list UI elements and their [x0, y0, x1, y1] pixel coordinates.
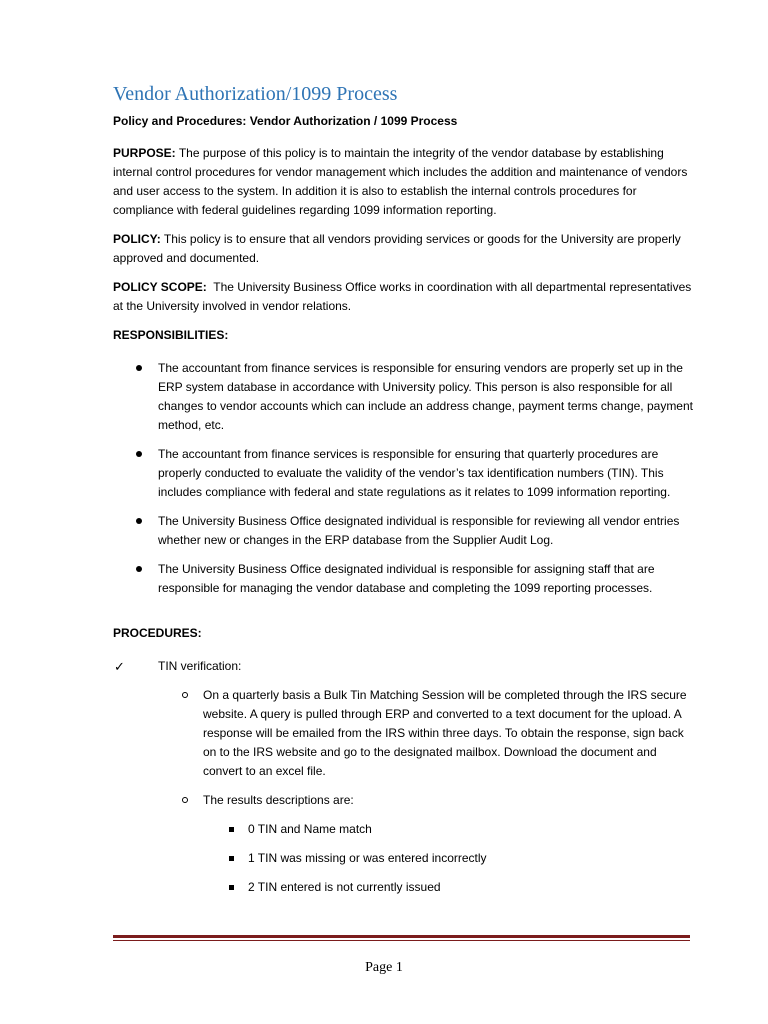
purpose-text: The purpose of this policy is to maintain the integrity of the vendor database by establishing internal control procedures for vendor management which includes the addition and maintenance of vendors and user access to the system. In addition it is also to establish the internal controls procedures for compliance with federal guidelines regarding 1099 information reporting.: [113, 146, 688, 217]
document-body: [113, 82, 693, 907]
list-item: [113, 791, 693, 897]
purpose-paragraph: [113, 144, 693, 220]
list-item: [113, 359, 693, 435]
document-title: Vendor Authorization/1099 Process: [113, 83, 398, 105]
list-item: [113, 686, 693, 781]
document-subtitle: Policy and Procedures: Vendor Authorization / 1099 Process: [113, 114, 458, 128]
list-item: [113, 560, 693, 598]
bullet-icon: [136, 518, 142, 524]
list-item-text: 0 TIN and Name match: [248, 822, 372, 836]
bullet-icon: [136, 451, 142, 457]
list-item: [203, 849, 603, 868]
list-item-text: The University Business Office designated individual is responsible for assigning staff that are responsible for managing the vendor database and completing the 1099 reporting processes.: [158, 562, 655, 595]
procedures-heading: PROCEDURES:: [113, 626, 202, 640]
bullet-icon: [136, 566, 142, 572]
policy-paragraph: [113, 230, 693, 268]
checkmark-icon: ✓: [114, 659, 125, 674]
list-item-text: 2 TIN entered is not currently issued: [248, 880, 441, 894]
footer-divider: [113, 935, 690, 941]
tin-verification-label: TIN verification:: [158, 659, 242, 673]
responsibilities-heading: RESPONSIBILITIES:: [113, 328, 229, 342]
purpose-label: PURPOSE:: [113, 146, 176, 160]
list-item: [113, 445, 693, 502]
list-item-text: On a quarterly basis a Bulk Tin Matching Session will be completed through the IRS secure website. A query is pulled through ERP and converted to a text document for the upload. A response will be emailed from the IRS within three days. To obtain the response, sign back on to the IRS website and go to the designated mailbox. Download the document and convert to an excel file.: [203, 688, 687, 778]
procedures-sub-list: [113, 686, 693, 897]
square-bullet-icon: [229, 885, 234, 890]
policy-scope-text: The University Business Office works in coordination with all departmental representatives at the University involved in vendor relations.: [113, 280, 692, 313]
page-number: Page 1: [365, 960, 403, 975]
circle-bullet-icon: [182, 692, 188, 698]
list-item-text: The accountant from finance services is responsible for ensuring that quarterly procedures are properly conducted to evaluate the validity of the vendor’s tax identification numbers (TIN). This includes compliance with federal and state regulations as it relates to 1099 information reporting.: [158, 447, 671, 499]
results-list: [203, 820, 693, 897]
bullet-icon: [136, 365, 142, 371]
policy-scope-paragraph: [113, 278, 693, 316]
square-bullet-icon: [229, 856, 234, 861]
list-item-text: 1 TIN was missing or was entered incorrectly: [248, 851, 487, 865]
list-item: [203, 820, 603, 839]
policy-label: POLICY:: [113, 232, 161, 246]
policy-scope-label: POLICY SCOPE:: [113, 280, 207, 294]
list-item-text: The University Business Office designated individual is responsible for reviewing all vendor entries whether new or changes in the ERP database from the Supplier Audit Log.: [158, 514, 680, 547]
list-item-text: The results descriptions are:: [203, 793, 354, 807]
square-bullet-icon: [229, 827, 234, 832]
list-item: [203, 878, 603, 897]
list-item: [113, 512, 693, 550]
tin-verification-item: [113, 657, 693, 676]
circle-bullet-icon: [182, 797, 188, 803]
responsibilities-list: [113, 359, 693, 598]
list-item-text: The accountant from finance services is responsible for ensuring vendors are properly set up in the ERP system database in accordance with University policy. This person is also responsible for all changes to vendor accounts which can include an address change, payment terms change, payment method, etc.: [158, 361, 693, 432]
policy-text: This policy is to ensure that all vendors providing services or goods for the University are properly approved and documented.: [113, 232, 681, 265]
